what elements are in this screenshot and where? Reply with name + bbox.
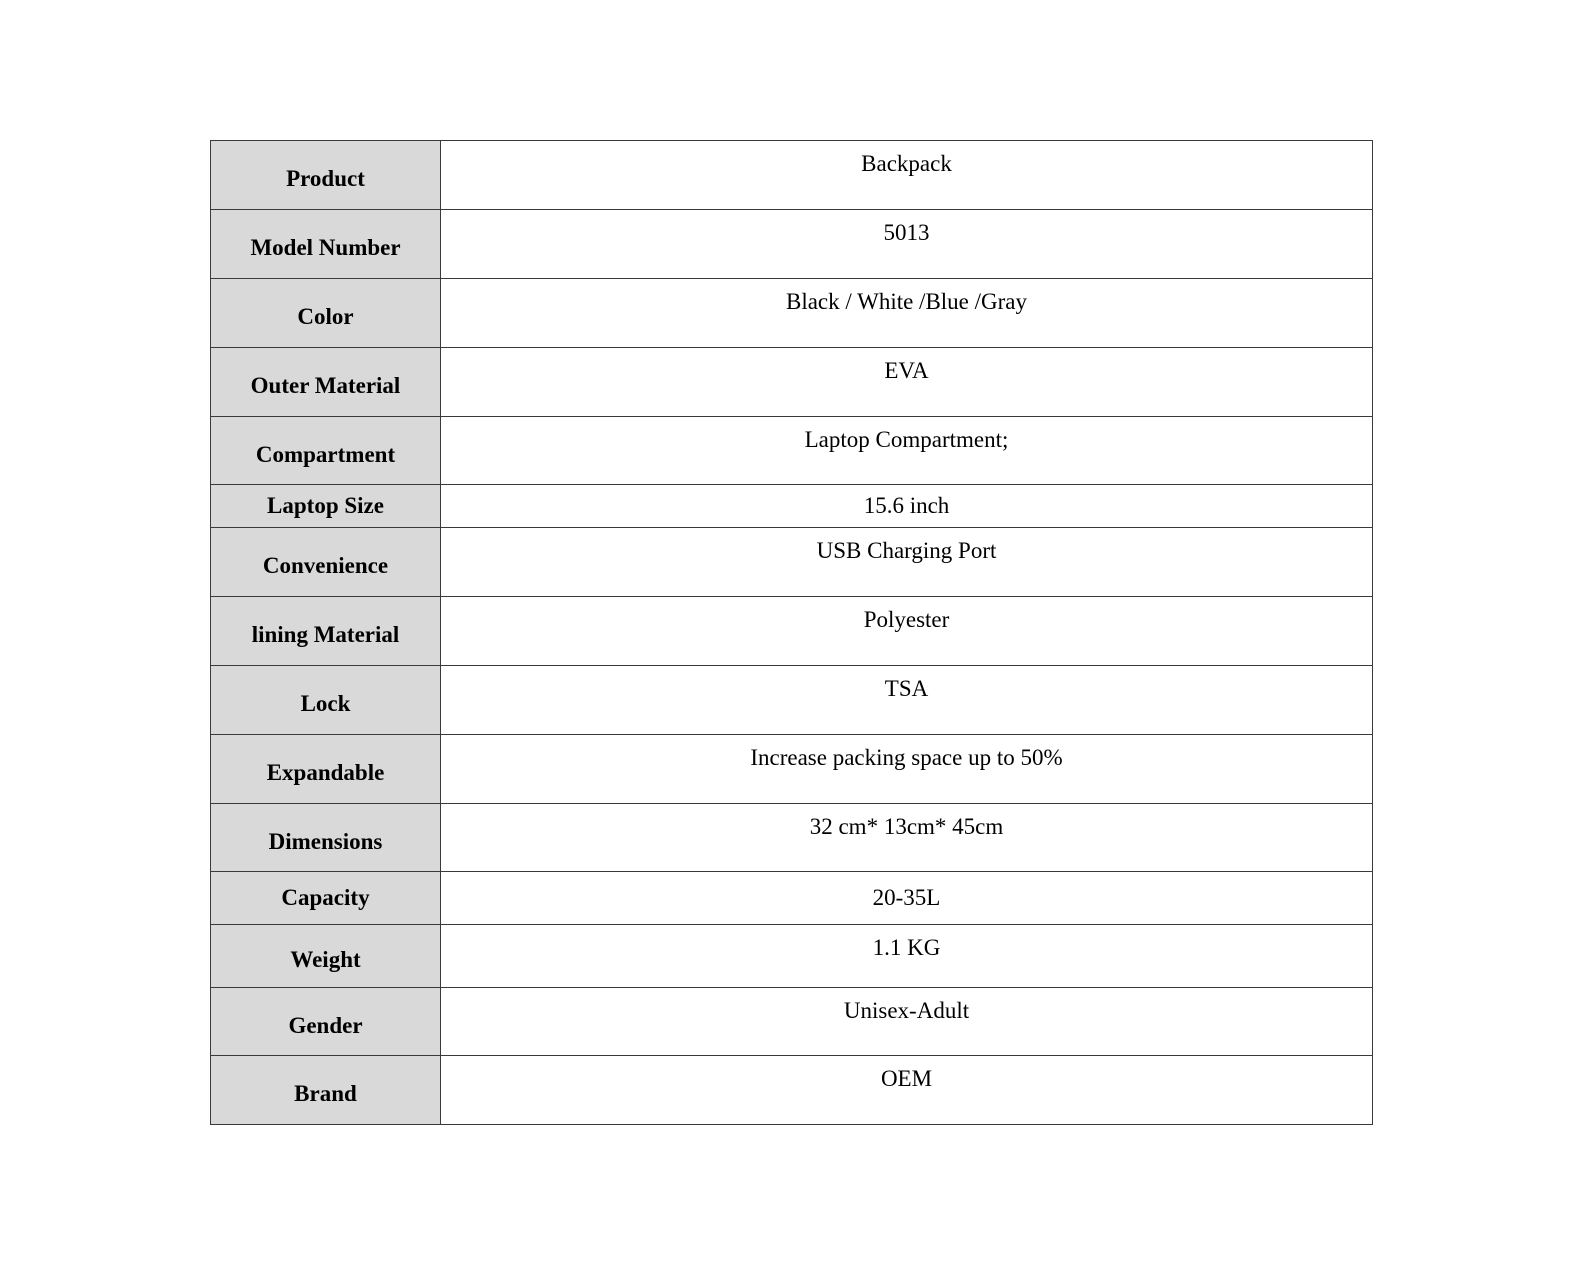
spec-value: OEM [880,1066,933,1091]
spec-label: lining Material [251,622,400,647]
spec-value: USB Charging Port [816,538,997,563]
table-row [211,666,1373,735]
spec-value-cell [441,417,1373,485]
spec-value: EVA [884,358,929,383]
spec-label-cell [211,485,441,528]
table-row [211,1056,1373,1125]
spec-value: Polyester [863,607,950,632]
spec-value: 15.6 inch [863,493,950,518]
spec-value-cell [441,141,1373,210]
table-row [211,279,1373,348]
spec-label: Model Number [250,235,401,260]
spec-value-cell [441,804,1373,872]
spec-label: Expandable [266,760,385,785]
table-row [211,348,1373,417]
table-row [211,210,1373,279]
spec-label-cell [211,872,441,925]
spec-label: Product [286,166,365,191]
spec-value: Laptop Compartment; [804,427,1009,452]
spec-value: Unisex-Adult [843,998,970,1023]
spec-value-cell [441,528,1373,597]
spec-label-cell [211,348,441,417]
spec-value-cell [441,735,1373,804]
spec-value-cell [441,872,1373,925]
spec-label-cell [211,925,441,988]
spec-value: Black / White /Blue /Gray [785,289,1028,314]
product-spec-table [210,140,1373,1125]
table-row [211,735,1373,804]
spec-value-cell [441,925,1373,988]
spec-value-cell [441,1056,1373,1125]
spec-value-cell [441,279,1373,348]
spec-label: Compartment [255,441,396,467]
table-row [211,417,1373,485]
spec-label: Convenience [262,553,389,578]
spec-value-cell [441,485,1373,528]
spec-label-cell [211,988,441,1056]
spec-label: Dimensions [268,828,383,854]
spec-label-cell [211,279,441,348]
spec-label-cell [211,141,441,210]
spec-value-cell [441,597,1373,666]
spec-value: Backpack [861,151,952,176]
spec-label-cell [211,210,441,279]
table-row [211,528,1373,597]
table-row [211,988,1373,1056]
table-row [211,872,1373,925]
spec-value: 1.1 KG [872,935,941,960]
spec-label-cell [211,528,441,597]
spec-label-cell [211,666,441,735]
table-row [211,597,1373,666]
table-row [211,804,1373,872]
spec-value: 32 cm* 13cm* 45cm [809,814,1004,839]
spec-label-cell [211,735,441,804]
spec-label-cell [211,417,441,485]
spec-label: Capacity [281,885,370,910]
spec-label: Brand [294,1081,357,1106]
table-row [211,485,1373,528]
spec-value-cell [441,210,1373,279]
spec-value-cell [441,988,1373,1056]
spec-value: TSA [884,676,929,701]
spec-label: Weight [290,947,361,972]
spec-label-cell [211,804,441,872]
table-row [211,925,1373,988]
spec-value-cell [441,348,1373,417]
spec-label-cell [211,1056,441,1125]
spec-label: Lock [300,691,351,716]
table-row [211,141,1373,210]
spec-value-cell [441,666,1373,735]
spec-label-cell [211,597,441,666]
spec-value: 5013 [883,220,930,245]
spec-label: Color [297,304,354,329]
spec-label: Gender [288,1012,363,1038]
spec-value: 20-35L [872,885,941,910]
spec-value: Increase packing space up to 50% [750,745,1063,770]
spec-label: Outer Material [250,373,401,398]
spec-label: Laptop Size [267,493,384,518]
